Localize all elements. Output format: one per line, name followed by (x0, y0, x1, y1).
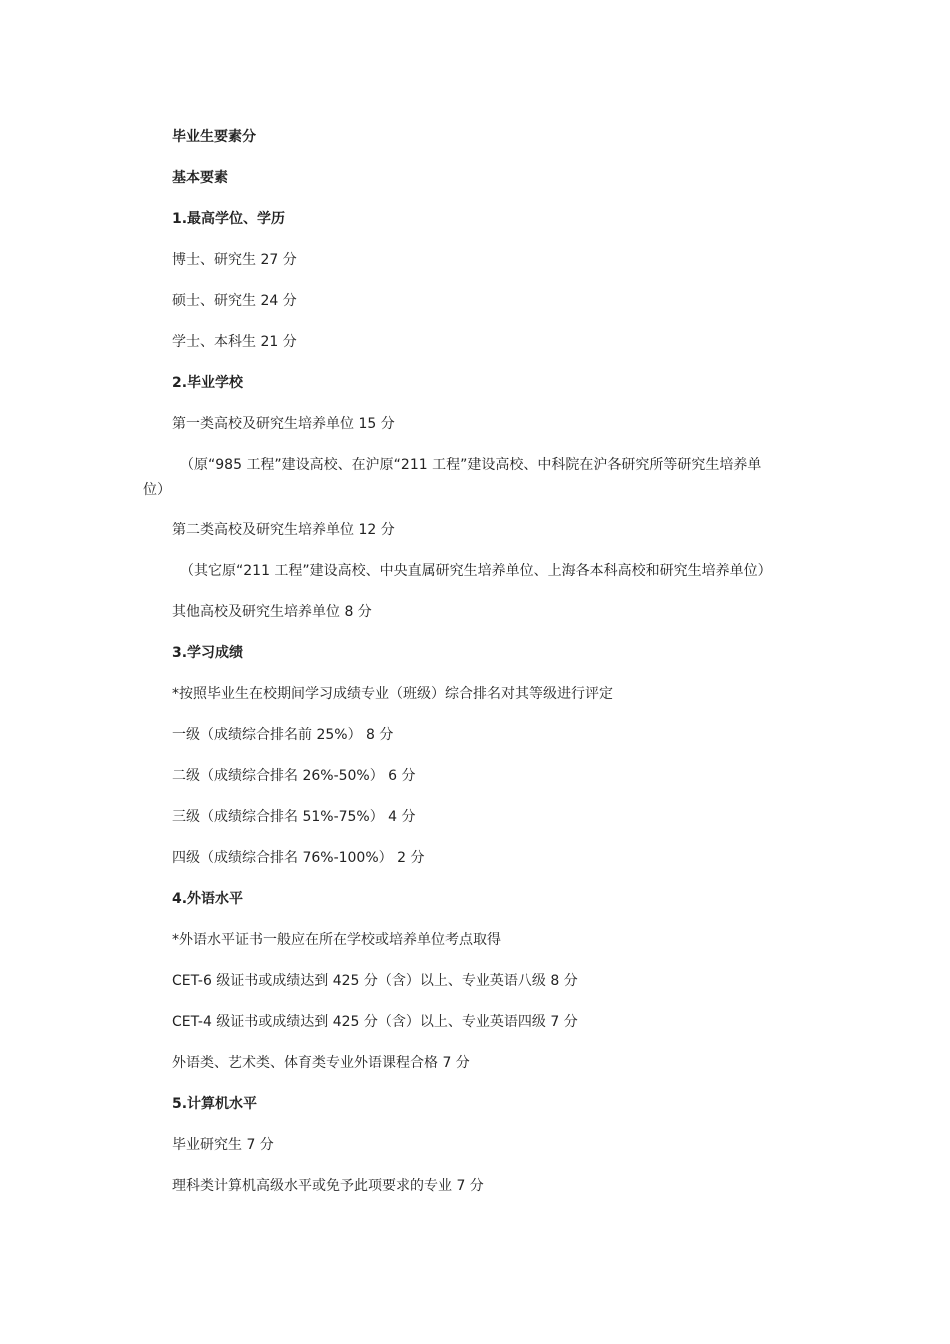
grades-note: *按照毕业生在校期间学习成绩专业（班级）综合排名对其等级进行评定 (172, 686, 613, 702)
grade-level-4: 四级（成绩综合排名 76%-100%） 2 分 (172, 850, 425, 866)
computer-science-major: 理科类计算机高级水平或免予此项要求的专业 7 分 (172, 1178, 484, 1194)
computer-graduate: 毕业研究生 7 分 (172, 1137, 274, 1153)
school-tier-one-note: （原“985 工程”建设高校、在沪原“211 工程”建设高校、中科院在沪各研究所等研究生培养单 (180, 457, 762, 473)
heading-computer: 5.计算机水平 (172, 1096, 258, 1112)
heading-degree: 1.最高学位、学历 (172, 211, 286, 227)
school-tier-two-note: （其它原“211 工程”建设高校、中央直属研究生培养单位、上海各本科高校和研究生培养单位） (180, 563, 772, 579)
grade-level-2: 二级（成绩综合排名 26%-50%） 6 分 (172, 768, 416, 784)
doc-title: 毕业生要素分 (172, 129, 256, 145)
heading-foreign-language: 4.外语水平 (172, 891, 244, 907)
foreign-language-note: *外语水平证书一般应在所在学校或培养单位考点取得 (172, 932, 501, 948)
grade-level-3: 三级（成绩综合排名 51%-75%） 4 分 (172, 809, 416, 825)
degree-item-bachelor: 学士、本科生 21 分 (172, 334, 297, 350)
heading-grades: 3.学习成绩 (172, 645, 244, 661)
degree-item-master: 硕士、研究生 24 分 (172, 293, 297, 309)
school-tier-one-note-cont: 位） (143, 482, 171, 498)
degree-item-doctor: 博士、研究生 27 分 (172, 252, 297, 268)
foreign-language-cet6: CET-6 级证书或成绩达到 425 分（含）以上、专业英语八级 8 分 (172, 973, 578, 989)
school-tier-one: 第一类高校及研究生培养单位 15 分 (172, 416, 395, 432)
school-tier-two: 第二类高校及研究生培养单位 12 分 (172, 522, 395, 538)
school-tier-other: 其他高校及研究生培养单位 8 分 (172, 604, 372, 620)
foreign-language-cet4: CET-4 级证书或成绩达到 425 分（含）以上、专业英语四级 7 分 (172, 1014, 578, 1030)
heading-school: 2.毕业学校 (172, 375, 244, 391)
grade-level-1: 一级（成绩综合排名前 25%） 8 分 (172, 727, 394, 743)
section-heading: 基本要素 (172, 170, 228, 186)
foreign-language-major: 外语类、艺术类、体育类专业外语课程合格 7 分 (172, 1055, 470, 1071)
